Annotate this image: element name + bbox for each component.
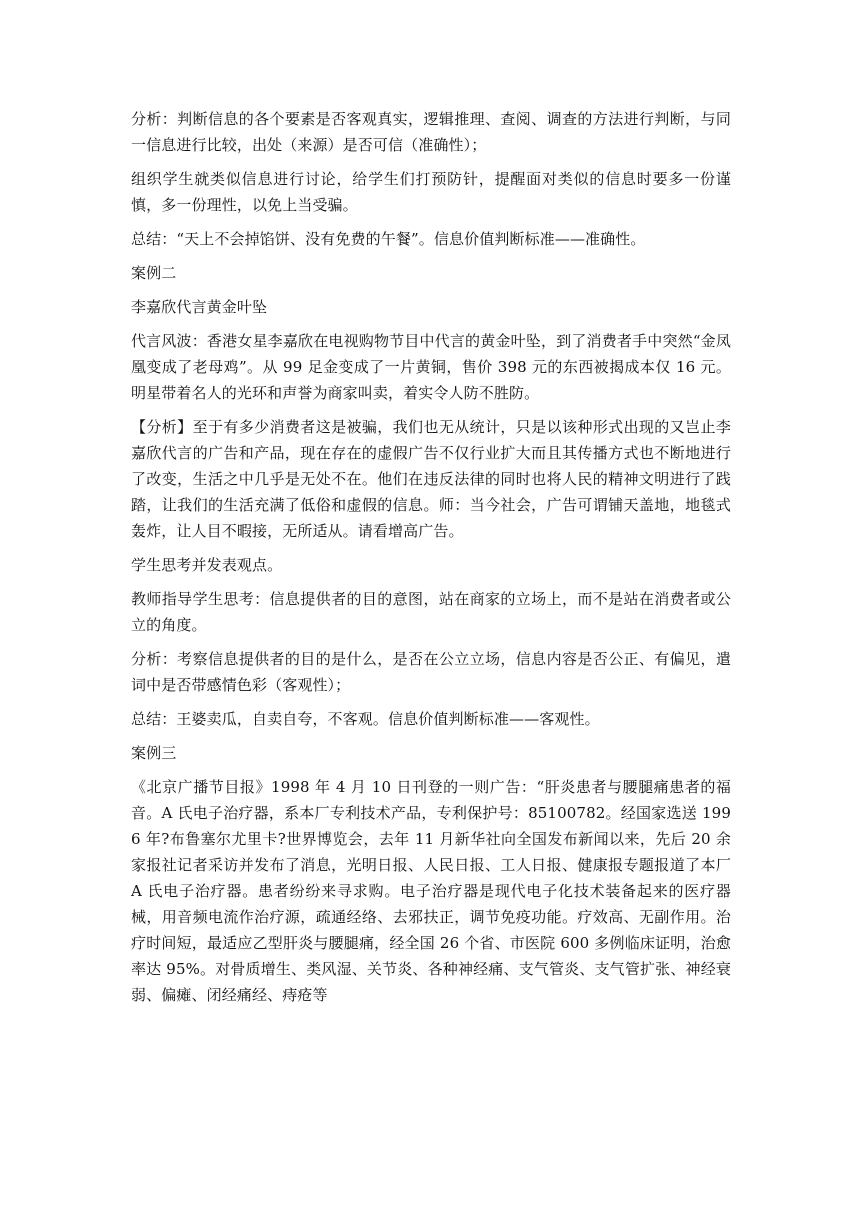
case-two-analysis-paragraph: 【分析】至于有多少消费者这是被骗，我们也无从统计，只是以该种形式出现的又岂止李嘉欣代言的广告和产品，现在存在的虚假广告不仅行业扩大而且其传播方式也不断地进行了改变，生活之中几乎是无处不在。他们在违反法律的同时也将人民的精神文明进行了践踏，让我们的生活充满了低俗和虚假的信息。师：当今社会，广告可谓铺天盖地，地毯式轰炸，让人目不暇接，无所适从。请看增高广告。 [131, 418, 731, 540]
analysis-accuracy-paragraph: 分析：判断信息的各个要素是否客观真实，逻辑推理、查阅、调查的方法进行判断，与同一信息进行比较，出处（来源）是否可信（准确性）； [131, 110, 731, 154]
endorsement-controversy-paragraph: 代言风波：香港女星李嘉欣在电视购物节目中代言的黄金叶坠，到了消费者手中突然“金凤凰变成了老母鸡”。从 99 足金变成了一片黄铜，售价 398 元的东西被揭成本仅 16 元。明星带着名人的光环和声誉为商家叫卖，着实令人防不胜防。 [131, 332, 731, 402]
teacher-guidance-paragraph: 教师指导学生思考：信息提供者的目的意图，站在商家的立场上，而不是站在消费者或公立的角度。 [131, 590, 731, 634]
case-two-heading: 案例二 [131, 264, 177, 282]
case-three-advertisement-paragraph: 《北京广播节目报》1998 年 4 月 10 日刊登的一则广告：“肝炎患者与腰腿痛患者的福音。A 氏电子治疗器，系本厂专利技术产品，专利保护号：85100782。经国家选送 1996 年?布鲁塞尔尤里卡?世界博览会，去年 11 月新华社向全国发布新闻以来，先后 20 余家报社记者采访并发布了消息，光明日报、人民日报、工人日报、健康报专题报道了本厂 A 氏电子治疗器。患者纷纷来寻求购。电子治疗器是现代电子化技术装备起来的医疗器械，用音频电流作治疗源，疏通经络、去邪扶正，调节免疫功能。疗效高、无副作用。治疗时间短，最适应乙型肝炎与腰腿痛，经全国 26 个省、市医院 600 多例临床证明，治愈率达 95%。对骨质增生、类风湿、关节炎、各种神经痛、支气管炎、支气管扩张、神经衰弱、偏瘫、闭经痛经、痔疮等 [131, 778, 731, 1004]
summary-objectivity-paragraph: 总结：王婆卖瓜，自卖自夸，不客观。信息价值判断标准——客观性。 [131, 710, 600, 728]
summary-accuracy-paragraph: 总结：“天上不会掉馅饼、没有免费的午餐”。信息价值判断标准——准确性。 [131, 230, 646, 248]
analysis-objectivity-paragraph: 分析：考察信息提供者的目的是什么，是否在公立立场，信息内容是否公正、有偏见，遣词中是否带感情色彩（客观性）； [131, 650, 731, 694]
case-two-title: 李嘉欣代言黄金叶坠 [131, 298, 268, 316]
document-body [131, 106, 731, 1008]
student-thinking-paragraph: 学生思考并发表观点。 [131, 556, 283, 574]
discussion-paragraph: 组织学生就类似信息进行讨论，给学生们打预防针，提醒面对类似的信息时要多一份谨慎，多一份理性，以免上当受骗。 [131, 170, 731, 214]
case-three-heading: 案例三 [131, 744, 177, 762]
